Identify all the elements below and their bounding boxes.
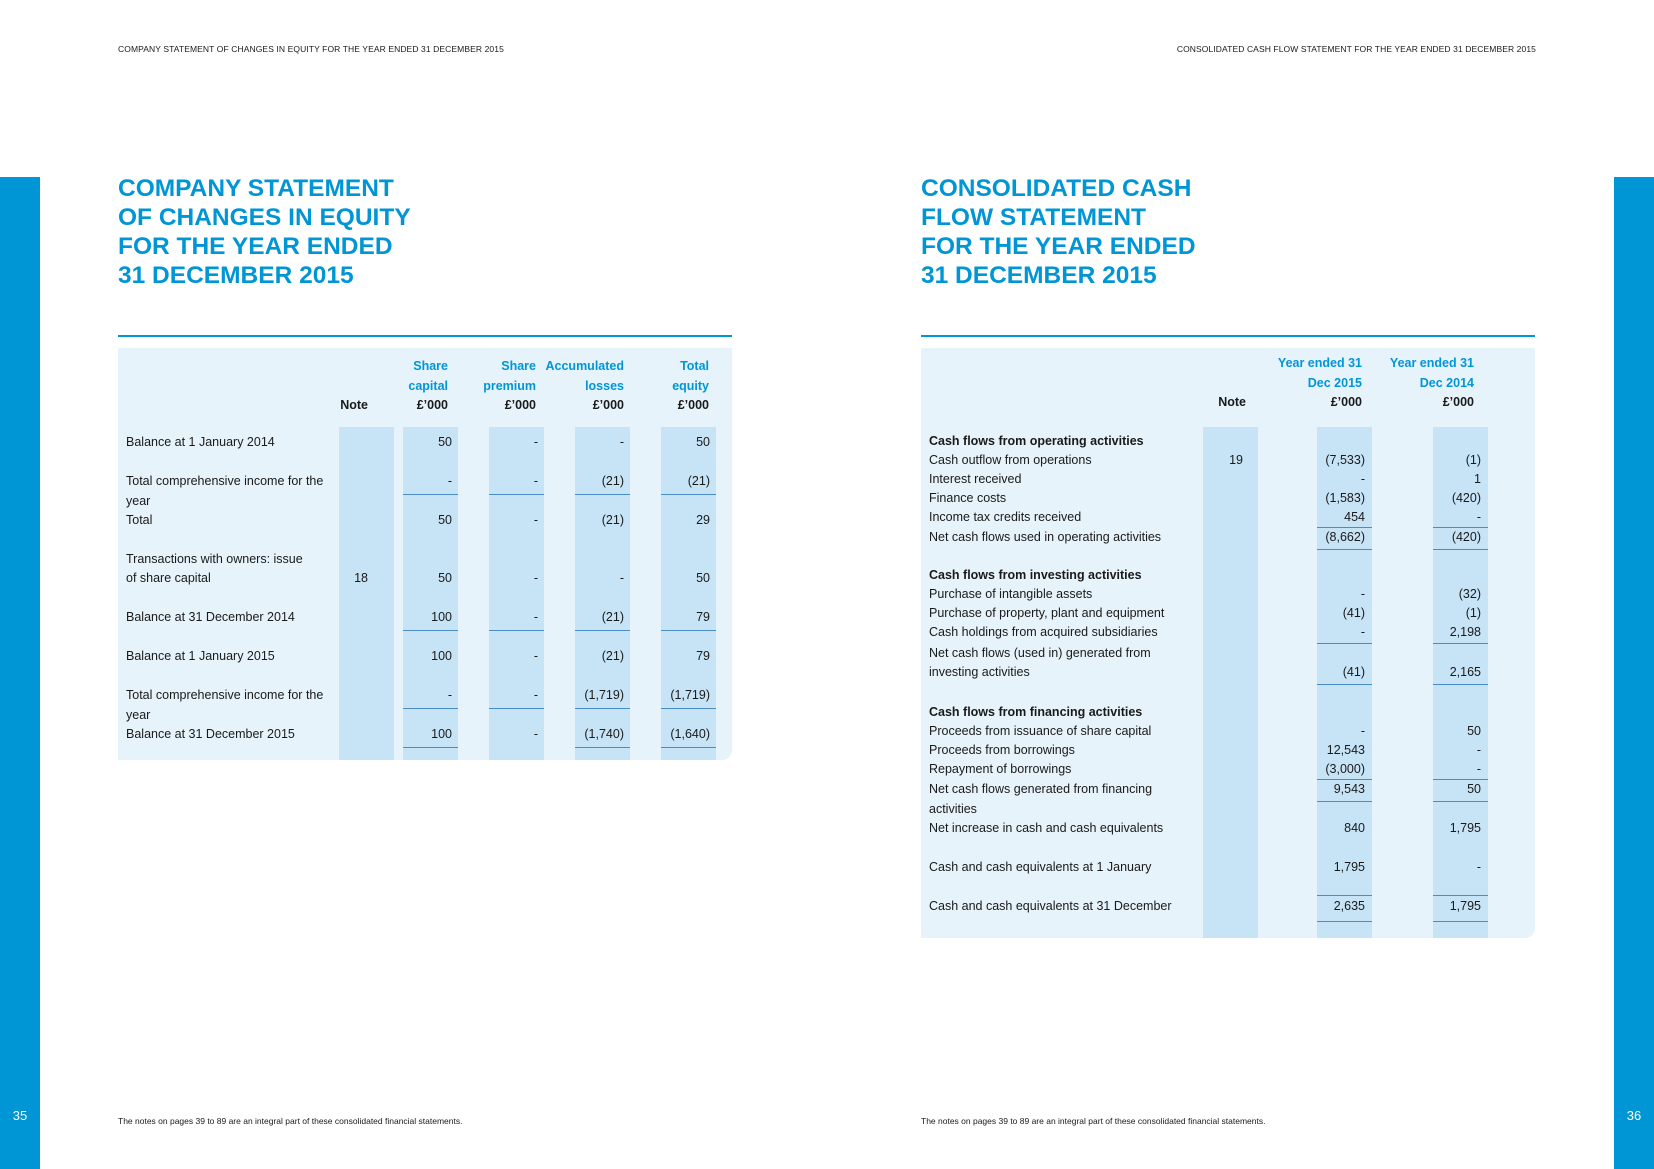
cell-premium: - (533, 571, 538, 585)
header-text: Accumulated (545, 359, 624, 373)
cell-2015: 12,543 (1326, 743, 1365, 757)
cell-2015: (3,000) (1325, 762, 1365, 776)
title-line: FLOW STATEMENT (921, 204, 1146, 231)
subtotal-line (661, 494, 716, 495)
row-label: Purchase of intangible assets (929, 587, 1093, 601)
cell-2014: - (1476, 510, 1481, 524)
cell-note: 18 (354, 571, 368, 585)
title-line: FOR THE YEAR ENDED (118, 233, 393, 260)
row-label: Net increase in cash and cash equivalents (929, 821, 1164, 835)
equity-col-band-note (339, 427, 394, 760)
cell-2015: - (1360, 724, 1365, 738)
row-label: Net cash flows generated from financing activities (929, 782, 1153, 816)
row-label: Income tax credits received (929, 510, 1082, 524)
subtotal-line (1433, 643, 1488, 644)
equity-table (118, 348, 732, 760)
equity-header-share-capital (368, 357, 448, 416)
cell-2015: (1,583) (1325, 491, 1365, 505)
title-line: OF CHANGES IN EQUITY (118, 204, 411, 231)
cell-total: 50 (696, 571, 710, 585)
cash-flow-table (921, 348, 1535, 938)
cell-premium: - (533, 513, 538, 527)
subtotal-line (1317, 895, 1372, 896)
cell-premium: - (533, 435, 538, 449)
title-line: CONSOLIDATED CASH (921, 175, 1192, 202)
row-label: Cash flows from investing activities (929, 568, 1142, 582)
right-title-rule (921, 335, 1535, 337)
cell-losses: - (619, 571, 624, 585)
row-label: Cash outflow from operations (929, 453, 1092, 467)
cell-capital: 50 (438, 435, 452, 449)
cell-total: 79 (696, 649, 710, 663)
cell-2015: 1,795 (1333, 860, 1365, 874)
cell-2014: - (1476, 860, 1481, 874)
cell-losses: (1,719) (584, 688, 624, 702)
cell-2014: 1,795 (1449, 821, 1481, 835)
header-text: Dec 2014 (1419, 375, 1474, 390)
row-label: Transactions with owners: issue (126, 552, 303, 566)
cell-2015: (41) (1342, 606, 1365, 620)
total-line (575, 747, 630, 748)
header-text: £’000 (1330, 395, 1362, 409)
header-text: Year ended 31 (1389, 356, 1474, 370)
subtotal-line (1317, 643, 1372, 644)
cell-premium: - (533, 649, 538, 663)
cell-premium: - (533, 727, 538, 741)
subtotal-line (489, 708, 544, 709)
header-text: Share (413, 359, 448, 373)
cell-capital: - (447, 474, 452, 488)
cell-losses: (21) (601, 513, 624, 527)
header-text: Total (680, 359, 709, 373)
row-label: Balance at 31 December 2014 (126, 610, 295, 624)
row-label: Net cash flows used in operating activities (929, 530, 1162, 544)
cashflow-header-2014 (1373, 354, 1474, 413)
header-text: equity (672, 378, 709, 393)
cell-capital: 100 (431, 610, 452, 624)
total-line (1317, 549, 1372, 550)
equity-header-accumulated-losses (522, 357, 624, 416)
left-footnote: The notes on pages 39 to 89 are an integral part of these consolidated financial statements. (118, 1116, 463, 1126)
cell-total: 50 (696, 435, 710, 449)
header-text: Share (501, 359, 536, 373)
row-label: Cash and cash equivalents at 31 December (929, 899, 1172, 913)
cell-total: 29 (696, 513, 710, 527)
subtotal-line (575, 494, 630, 495)
row-label: Cash flows from financing activities (929, 705, 1143, 719)
cell-premium: - (533, 474, 538, 488)
row-label: Finance costs (929, 491, 1007, 505)
header-text: losses (585, 378, 624, 393)
left-page-number: 35 (12, 1108, 28, 1123)
equity-header-note (328, 396, 368, 416)
header-text: £’000 (416, 398, 448, 412)
header-text: £’000 (592, 398, 624, 412)
cell-capital: 50 (438, 571, 452, 585)
title-line: 31 DECEMBER 2015 (921, 262, 1157, 289)
cell-losses: (21) (601, 474, 624, 488)
row-label: Proceeds from issuance of share capital (929, 724, 1152, 738)
subtotal-line (489, 494, 544, 495)
cell-total: (1,719) (670, 688, 710, 702)
subtotal-line (1433, 895, 1488, 896)
row-label: Purchase of property, plant and equipment (929, 606, 1165, 620)
cashflow-col-band-note (1203, 427, 1258, 938)
cell-capital: 100 (431, 727, 452, 741)
row-label: Total comprehensive income for the year (126, 688, 324, 722)
header-text: £’000 (677, 398, 709, 412)
subtotal-line (575, 630, 630, 631)
cell-2015: 454 (1344, 510, 1365, 524)
right-running-head: CONSOLIDATED CASH FLOW STATEMENT FOR THE YEAR ENDED 31 DECEMBER 2015 (1176, 44, 1536, 54)
subtotal-line (489, 630, 544, 631)
header-text: £’000 (504, 398, 536, 412)
equity-header-total-equity (626, 357, 709, 416)
right-footnote: The notes on pages 39 to 89 are an integral part of these consolidated financial statements. (921, 1116, 1266, 1126)
cell-capital: - (447, 688, 452, 702)
total-line (403, 747, 458, 748)
row-label: Balance at 1 January 2015 (126, 649, 275, 663)
header-text: Year ended 31 (1277, 356, 1362, 370)
row-label: Proceeds from borrowings (929, 743, 1075, 757)
subtotal-line (575, 708, 630, 709)
cell-total: 79 (696, 610, 710, 624)
cell-2014: 50 (1467, 724, 1481, 738)
left-running-head: COMPANY STATEMENT OF CHANGES IN EQUITY FOR THE YEAR ENDED 31 DECEMBER 2015 (118, 44, 504, 54)
subtotal-line (403, 630, 458, 631)
row-label: Cash flows from operating activities (929, 434, 1144, 448)
row-label: of share capital (126, 571, 211, 585)
header-text: premium (483, 378, 536, 393)
total-line (1317, 801, 1372, 802)
title-line: COMPANY STATEMENT (118, 175, 394, 202)
total-line (1317, 921, 1372, 922)
cell-total: (21) (687, 474, 710, 488)
cell-2014: 50 (1467, 782, 1481, 796)
right-page-number: 36 (1626, 1108, 1642, 1123)
left-title-rule (118, 335, 732, 337)
row-label: Interest received (929, 472, 1022, 486)
row-label: Balance at 1 January 2014 (126, 435, 275, 449)
cell-capital: 50 (438, 513, 452, 527)
header-text: Note (340, 398, 368, 412)
title-line: 31 DECEMBER 2015 (118, 262, 354, 289)
cell-2015: - (1360, 472, 1365, 486)
cell-2015: - (1360, 625, 1365, 639)
header-text: Note (1218, 395, 1246, 409)
cell-2014: 1 (1474, 472, 1481, 486)
right-page-title (921, 174, 1196, 290)
row-label: Net cash flows (used in) generated from (929, 646, 1151, 660)
cell-2015: 840 (1344, 821, 1365, 835)
row-label: Total (126, 513, 153, 527)
header-text: Dec 2015 (1307, 375, 1362, 390)
left-side-bar (0, 177, 40, 1169)
right-side-bar (1614, 177, 1654, 1169)
row-label: Repayment of borrowings (929, 762, 1072, 776)
cell-premium: - (533, 688, 538, 702)
total-line (1433, 549, 1488, 550)
cell-2015: (41) (1342, 665, 1365, 679)
cell-2014: 2,165 (1449, 665, 1481, 679)
header-text: capital (408, 378, 448, 393)
header-text: £’000 (1442, 395, 1474, 409)
cell-2014: (420) (1451, 491, 1481, 505)
subtotal-line (661, 708, 716, 709)
title-line: FOR THE YEAR ENDED (921, 233, 1196, 260)
row-label: Total comprehensive income for the year (126, 474, 324, 508)
cell-premium: - (533, 610, 538, 624)
subtotal-line (403, 708, 458, 709)
row-label: investing activities (929, 665, 1030, 679)
cell-note: 19 (1229, 453, 1243, 467)
cell-2015: 9,543 (1333, 782, 1365, 796)
subtotal-line (403, 494, 458, 495)
cell-2014: - (1476, 743, 1481, 757)
total-line (1317, 684, 1372, 685)
cell-2014: - (1476, 762, 1481, 776)
cell-2015: 2,635 (1333, 899, 1365, 913)
cell-2014: (1) (1465, 606, 1481, 620)
left-page-title (118, 174, 411, 290)
cell-2014: 2,198 (1449, 625, 1481, 639)
total-line (1433, 684, 1488, 685)
row-label: Cash and cash equivalents at 1 January (929, 860, 1152, 874)
cashflow-header-note (1206, 393, 1246, 413)
cell-losses: (21) (601, 649, 624, 663)
cell-losses: (1,740) (584, 727, 624, 741)
cell-losses: - (619, 435, 624, 449)
cell-2014: (1) (1465, 453, 1481, 467)
cell-losses: (21) (601, 610, 624, 624)
total-line (661, 747, 716, 748)
cell-2014: (32) (1458, 587, 1481, 601)
cell-2015: (8,662) (1325, 530, 1365, 544)
cell-total: (1,640) (670, 727, 710, 741)
subtotal-line (661, 630, 716, 631)
row-label: Balance at 31 December 2015 (126, 727, 295, 741)
cell-2014: (420) (1451, 530, 1481, 544)
total-line (1433, 801, 1488, 802)
cell-2015: (7,533) (1325, 453, 1365, 467)
cell-capital: 100 (431, 649, 452, 663)
row-label: Cash holdings from acquired subsidiaries (929, 625, 1158, 639)
cell-2014: 1,795 (1449, 899, 1481, 913)
total-line (1433, 921, 1488, 922)
cell-2015: - (1360, 587, 1365, 601)
cashflow-header-2015 (1261, 354, 1362, 413)
